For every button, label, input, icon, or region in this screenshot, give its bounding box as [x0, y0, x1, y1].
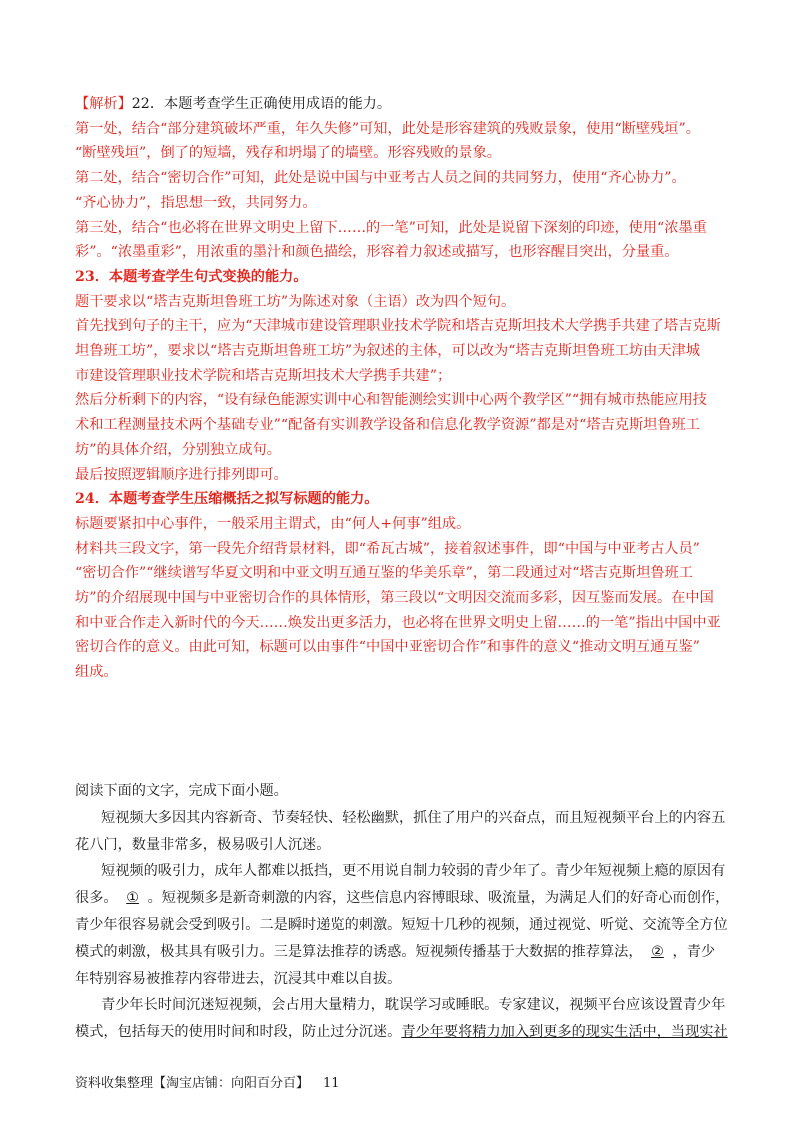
passage-line: 年特别容易被推荐内容带进去，沉浸其中难以自拔。 [75, 970, 402, 987]
footer-source: 资料收集整理【淘宝店铺：向阳百分百】 [75, 1076, 310, 1091]
analysis-line: 第三处，结合“也必将在世界文明史上留下……的一笔”可知，此处是说留下深刻的印迹，使用“浓墨重 [75, 219, 707, 236]
page-number: 11 [323, 1076, 340, 1091]
passage-line: 短视频的吸引力，成年人都难以抵挡，更不用说自制力较弱的青少年了。青少年短视频上瘾的原因有 [101, 863, 726, 880]
analysis-line: 题干要求以“塔吉克斯坦鲁班工坊”为陈述对象（主语）改为四个短句。 [75, 293, 516, 310]
passage-line: 青少年长时间沉迷短视频，会占用大量精力，耽误学习或睡眠。专家建议，视频平台应该设置青少年 [101, 997, 726, 1014]
analysis-line: 第一处，结合“部分建筑破坏严重，年久失修”可知，此处是形容建筑的残败景象，使用“断壁残垣”。 [75, 120, 700, 137]
passage-line: 模式，包括每天的使用时间和时段，防止过分沉迷。青少年要将精力加入到更多的现实生活中，当现实社 [75, 1024, 728, 1041]
analysis-line: “断壁残垣”，倒了的短墙，残存和坍塌了的墙壁。形容残败的景象。 [75, 145, 501, 162]
question-heading-23: 23．本题考查学生句式变换的能力。 [75, 268, 308, 285]
analysis-line: 组成。 [75, 664, 118, 681]
page-footer [75, 1072, 340, 1091]
analysis-line: 坊”的介绍展现中国与中亚密切合作的具体情形，第三段以“文明因交流而多彩，因互鉴而发展。在中国 [75, 590, 714, 607]
passage-line: 很多。 ① 。短视频多是新奇刺激的内容，这些信息内容博眼球、吸流量，为满足人们的好奇心而创作， [75, 885, 725, 912]
question-heading-24: 24．本题考查学生压缩概括之拟写标题的能力。 [75, 491, 379, 508]
reading-passage [75, 778, 730, 1046]
analysis-line: “密切合作”“继续谱写华夏文明和中亚文明互通互鉴的华美乐章”，第二段通过对“塔吉克斯坦鲁班工 [75, 565, 693, 582]
passage-line: 花八门，数量非常多，极易吸引人沉迷。 [75, 836, 331, 853]
analysis-line: 和中亚合作走入新时代的今天……焕发出更多活力，也必将在世界文明史上留……的一笔”指出中国中亚 [75, 614, 721, 631]
reading-intro: 阅读下面的文字，完成下面小题。 [75, 783, 288, 799]
underlined-sentence: 青少年要将精力加入到更多的现实生活中，当现实社 [401, 1024, 728, 1041]
analysis-line: 【解析】22．本题考查学生正确使用成语的能力。 [75, 96, 392, 112]
analysis-line: 坦鲁班工坊”，要求以“塔吉克斯坦鲁班工坊”为叙述的主体，可以改为“塔吉克斯坦鲁班工坊由天津城 [75, 343, 700, 360]
passage-line: 青少年很容易就会受到吸引。二是瞬时递览的刺激。短短十几秒的视频，通过视觉、听觉、交流等全方位 [75, 916, 728, 933]
analysis-line: 最后按照逻辑顺序进行排列即可。 [75, 466, 288, 483]
analysis-line: “齐心协力”，指思想一致，共同努力。 [75, 194, 317, 211]
analysis-line: 材料共三段文字，第一段先介绍背景材料，即“希瓦古城”，接着叙述事件，即“中国与中亚考古人员” [75, 540, 700, 557]
analysis-line: 市建设管理职业技术学院和塔吉克斯坦技术大学携手共建”； [75, 367, 452, 384]
analysis-line: 彩”。“浓墨重彩”，用浓重的墨汁和颜色描绘，形容着力叙述或描写，也形容醒目突出，分量重。 [75, 244, 679, 261]
analysis-line: 然后分析剩下的内容，“设有绿色能源实训中心和智能测绘实训中心两个教学区”“拥有城市热能应用技 [75, 392, 707, 409]
passage-line: 模式的刺激，极其具有吸引力。三是算法推荐的诱惑。短视频传播基于大数据的推荐算法， ② ，青少 [75, 939, 725, 966]
analysis-line: 术和工程测量技术两个基础专业”“配备有实训教学设备和信息化教学资源”都是对“塔吉克斯坦鲁班工 [75, 417, 700, 434]
passage-line: 短视频大多因其内容新奇、节奏轻快、轻松幽默，抓住了用户的兴奋点，而且短视频平台上的内容五 [101, 809, 726, 826]
analysis-line: 密切合作的意义。由此可知，标题可以由事件“中国中亚密切合作”和事件的意义“推动文明互通互鉴” [75, 639, 700, 656]
blank-1: ① [126, 890, 139, 907]
analysis-line: 坊”的具体介绍，分别独立成句。 [75, 441, 281, 458]
analysis-tag: 【解析】 [75, 96, 132, 112]
blank-2: ② [651, 943, 664, 960]
analysis-line: 标题要紧扣中心事件，一般采用主谓式，由“何人+何事”组成。 [75, 515, 471, 532]
analysis-line: 首先找到句子的主干，应为“天津城市建设管理职业技术学院和塔吉克斯坦技术大学携手共建了塔吉克斯 [75, 318, 721, 335]
answer-analysis [75, 92, 725, 685]
analysis-line: 第二处，结合“密切合作”可知，此处是说中国与中亚考古人员之间的共同努力，使用“齐心协力”。 [75, 170, 686, 187]
